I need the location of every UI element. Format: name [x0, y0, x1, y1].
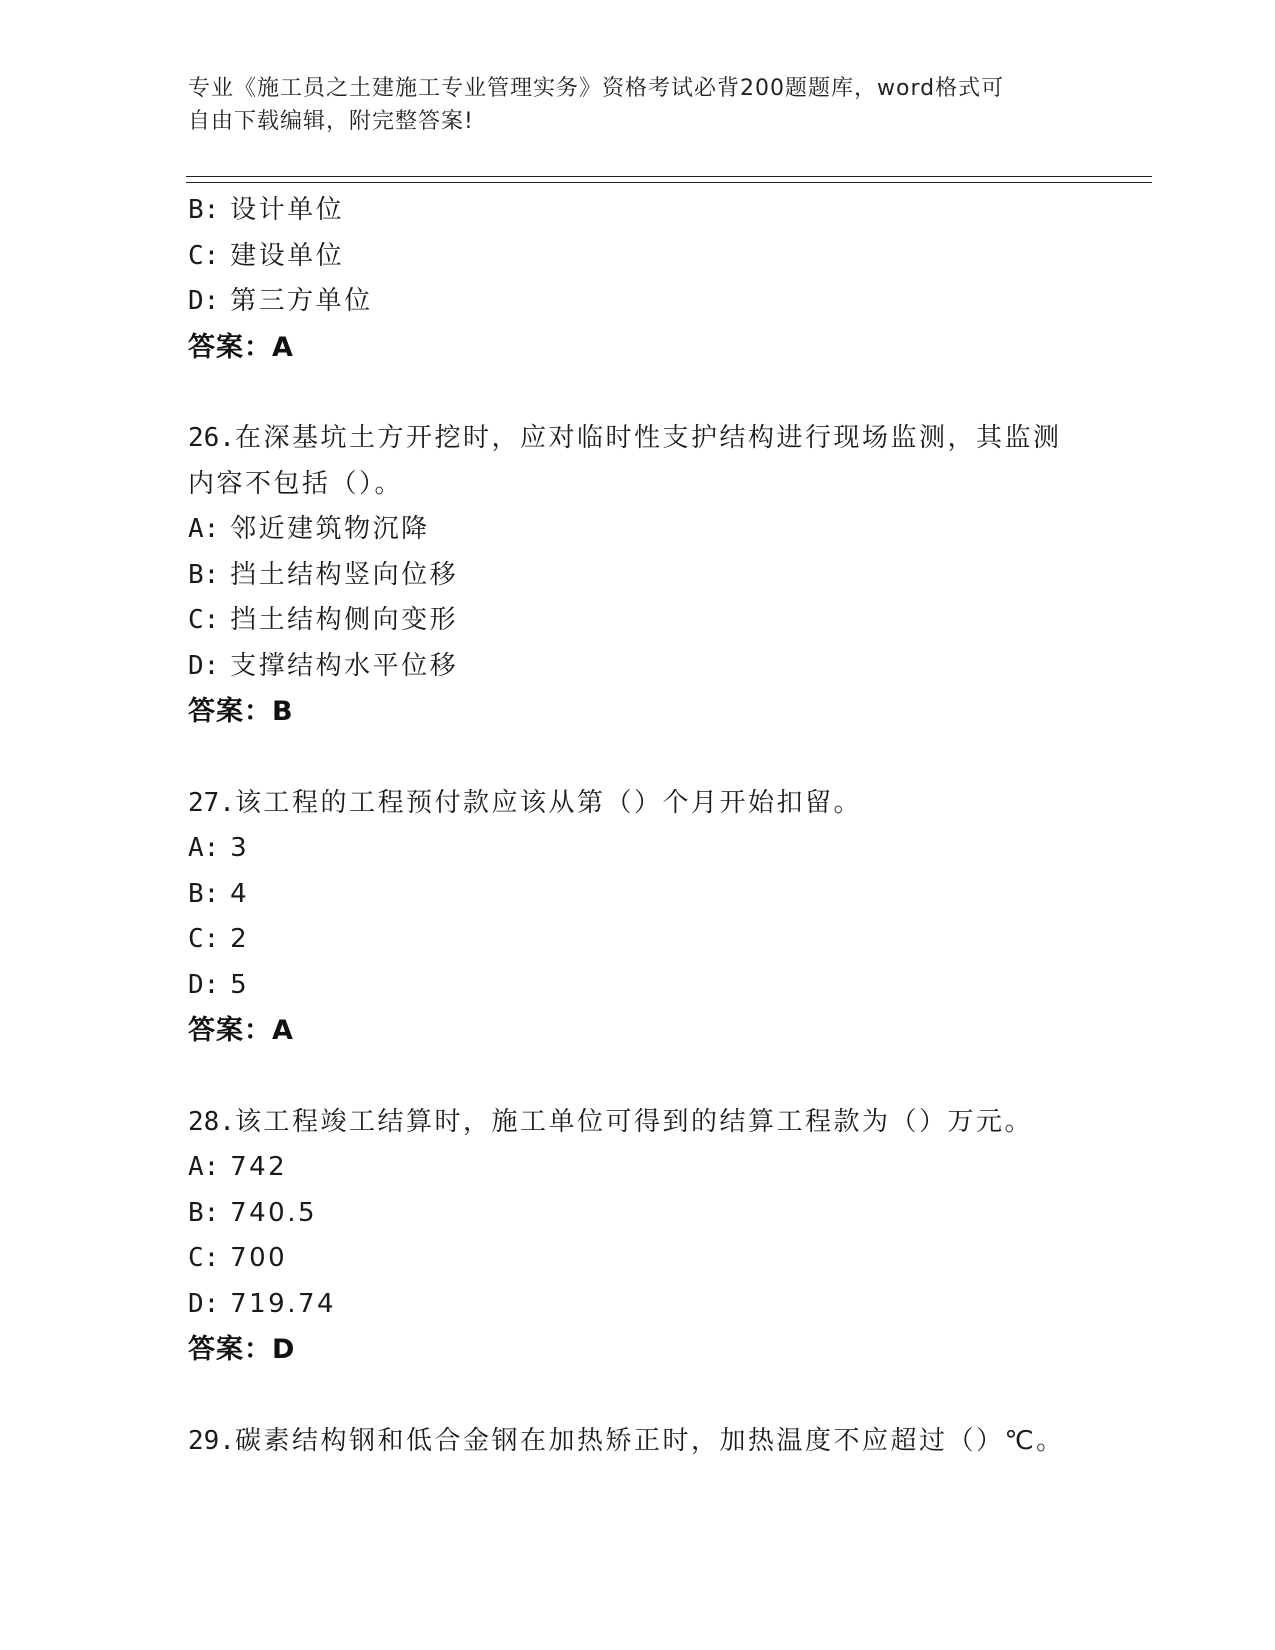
header-rule-top	[186, 176, 1152, 177]
option-d: D: 5	[188, 969, 250, 1000]
option-b: B: 740.5	[188, 1197, 318, 1228]
option-a: A: 3	[188, 833, 250, 863]
option-c: C: 挡土结构侧向变形	[188, 605, 459, 635]
question-stem: 26.在深基坑土方开挖时，应对临时性支护结构进行现场监测，其监测	[188, 423, 1062, 453]
question-stem-continued: 内容不包括（）。	[188, 468, 404, 499]
header-line-1: 专业《施工员之土建施工专业管理实务》资格考试必背200题题库，word格式可	[188, 76, 1005, 101]
question-27	[188, 781, 1088, 1054]
option-d: D: 719.74	[188, 1288, 337, 1319]
question-stem: 29.碳素结构钢和低合金钢在加热矫正时，加热温度不应超过（）℃。	[188, 1425, 1065, 1456]
header-rule-bottom	[186, 182, 1152, 183]
option-c: C: 2	[188, 924, 250, 954]
option-c: C: 建设单位	[188, 240, 345, 271]
question-29	[188, 1419, 1088, 1465]
option-b: B: 挡土结构竖向位移	[188, 559, 459, 590]
option-b: B: 设计单位	[188, 195, 345, 225]
option-b: B: 4	[188, 878, 250, 909]
document-header	[188, 72, 1088, 138]
answer-line: 答案：D	[188, 1334, 296, 1365]
question-25-tail	[188, 188, 1088, 370]
option-d: D: 第三方单位	[188, 286, 373, 316]
answer-line: 答案：B	[188, 696, 294, 727]
question-stem: 28.该工程竣工结算时，施工单位可得到的结算工程款为（）万元。	[188, 1106, 1033, 1137]
answer-line: 答案：A	[188, 1015, 294, 1046]
option-a: A: 742	[188, 1152, 288, 1182]
option-c: C: 700	[188, 1243, 288, 1273]
option-d: D: 支撑结构水平位移	[188, 650, 459, 681]
answer-line: 答案：A	[188, 331, 294, 363]
header-line-2: 自由下载编辑，附完整答案!	[188, 109, 474, 134]
document-body	[188, 188, 1088, 1464]
option-a: A: 邻近建筑物沉降	[188, 514, 430, 544]
question-stem: 27.该工程的工程预付款应该从第（）个月开始扣留。	[188, 787, 862, 818]
question-28	[188, 1100, 1088, 1373]
question-26	[188, 416, 1088, 735]
